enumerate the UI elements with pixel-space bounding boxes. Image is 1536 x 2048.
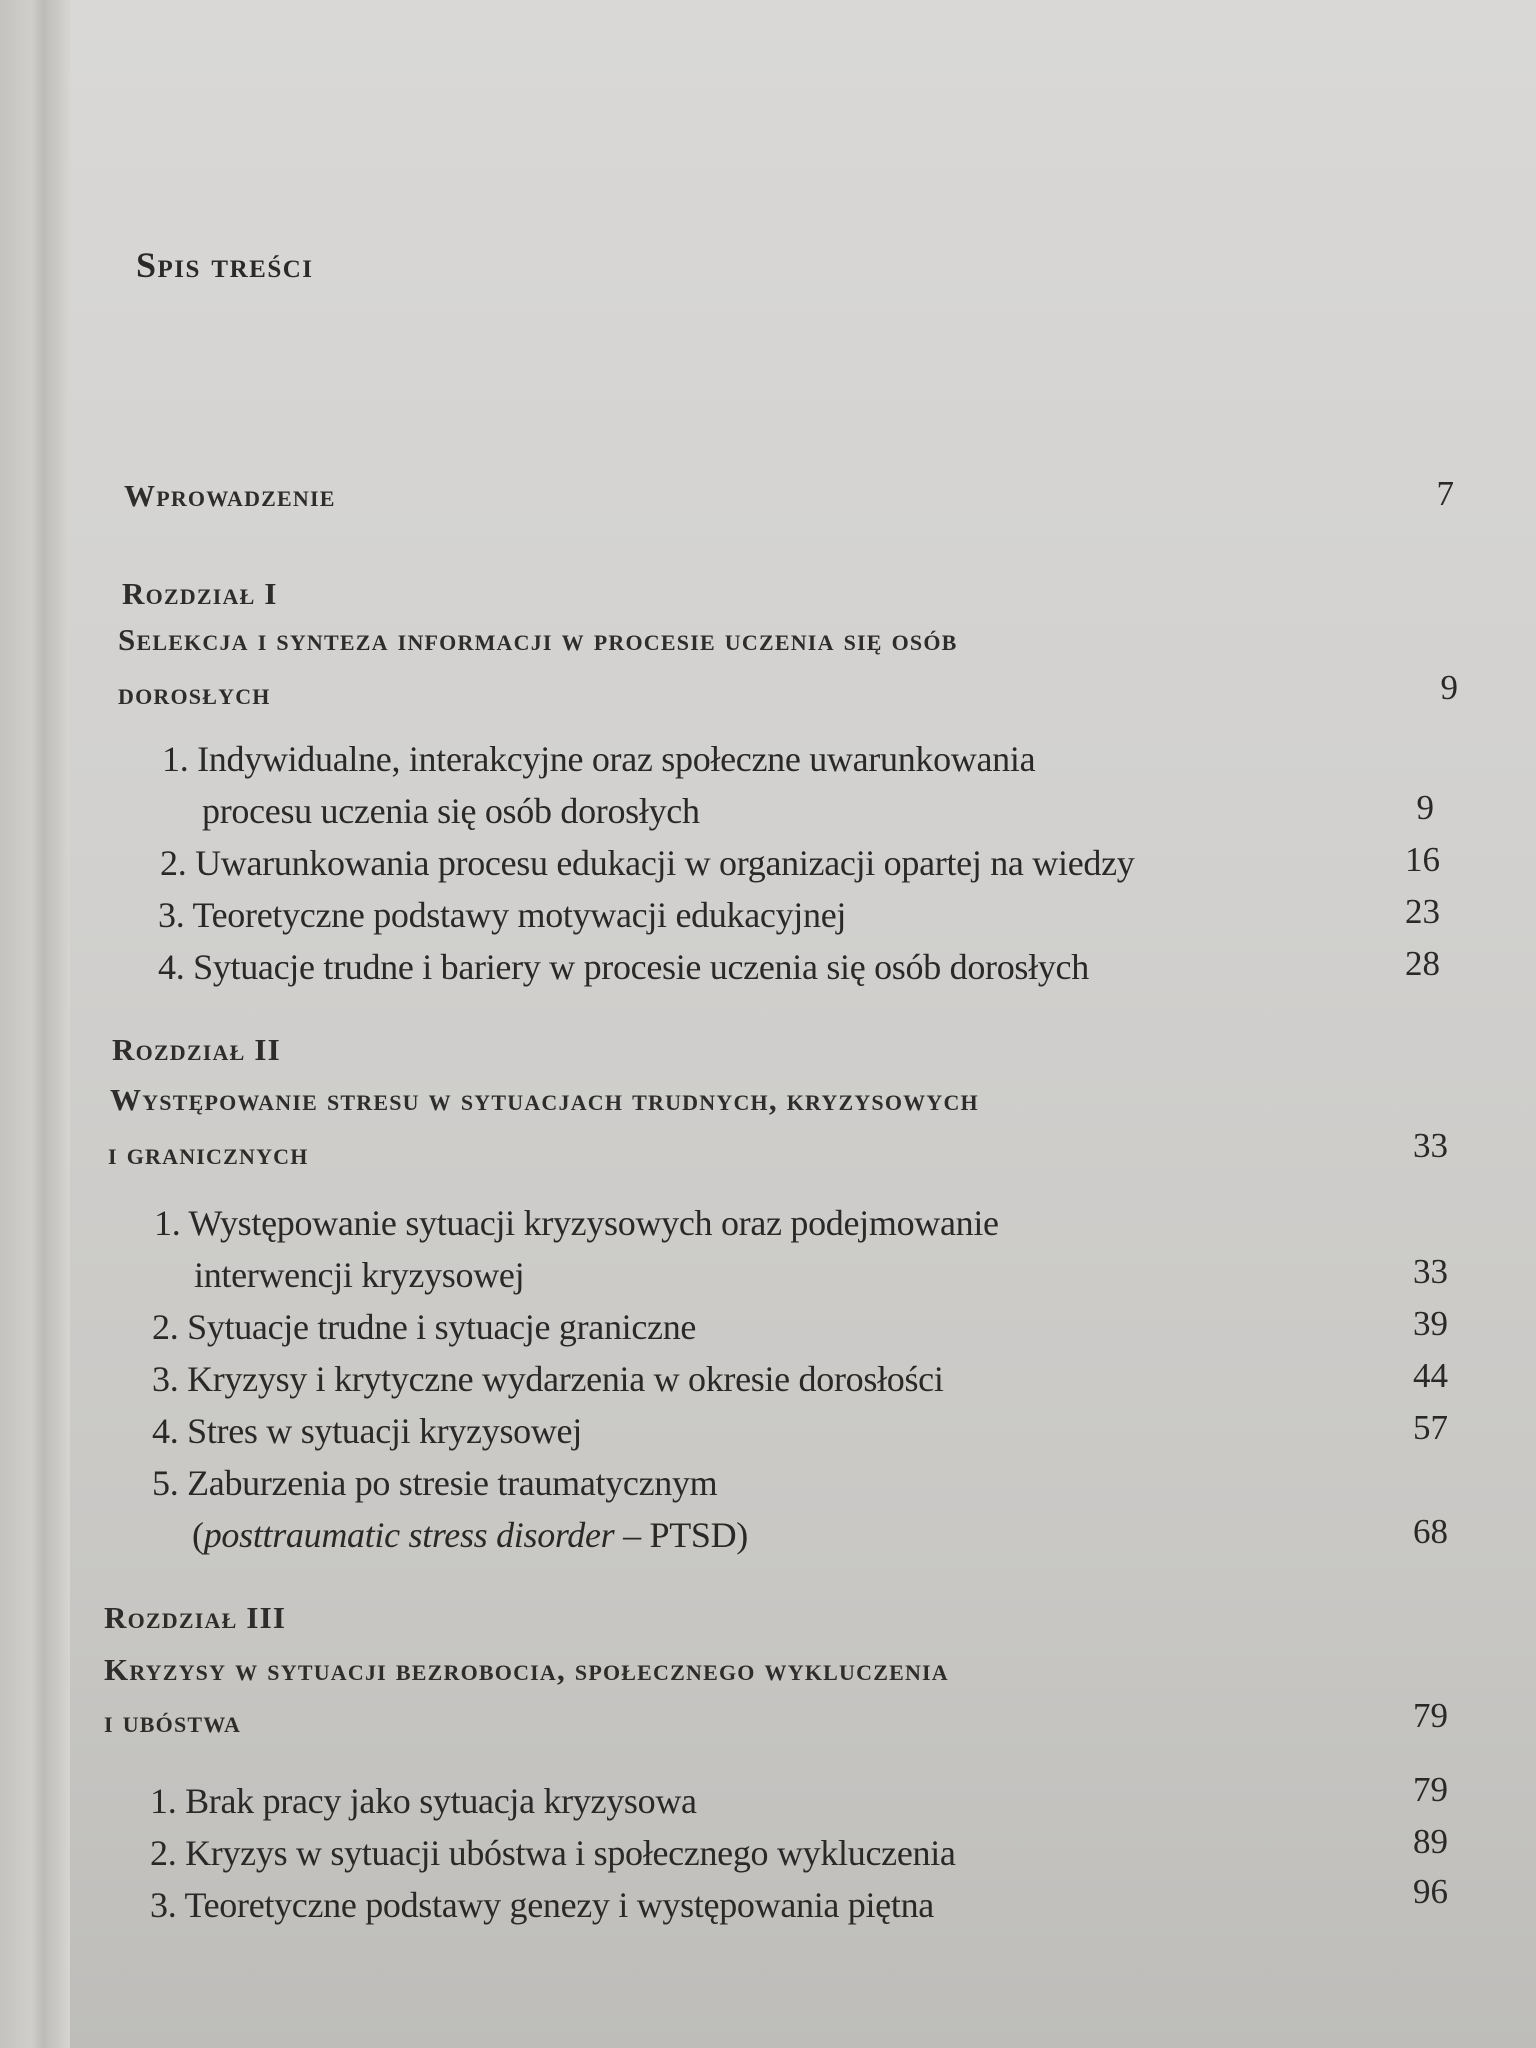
chapter-1-section-1-page: 9 [1416,788,1434,827]
chapter-2-label: Rozdział II [112,1032,281,1067]
chapter-2-title-line1: Występowanie stresu w sytuacjach trudnych, kryzysowych [110,1082,979,1117]
chapter-3-title-line1: Kryzysy w sytuacji bezrobocia, społecznego wykluczenia [104,1652,949,1687]
chapter-1-title-line2: dorosłych [118,676,271,711]
chapter-3-title-line2: i ubóstwa [104,1704,242,1739]
chapter-2-section-3-page: 44 [1413,1356,1448,1395]
chapter-2-section-2-page: 39 [1413,1304,1448,1343]
chapter-3-label: Rozdział III [104,1600,287,1635]
chapter-3-section-3-page: 96 [1413,1872,1448,1911]
chapter-1-title-line1: Selekcja i synteza informacji w procesie uczenia się osób [118,622,958,657]
toc-intro-page: 7 [1436,474,1454,513]
ptsd-english-term: posttraumatic stress disorder [203,1515,615,1555]
chapter-3-section-2-page: 89 [1413,1822,1448,1861]
ptsd-open-paren: ( [192,1515,204,1555]
chapter-3-section-1: 1. Brak pracy jako sytuacja kryzysowa [150,1781,697,1821]
chapter-1-section-2-page: 16 [1405,840,1440,879]
chapter-2-page: 33 [1413,1126,1448,1165]
chapter-2-section-2: 2. Sytuacje trudne i sytuacje graniczne [152,1307,697,1347]
chapter-2-title-line2: i granicznych [108,1136,309,1171]
ptsd-abbreviation: – PTSD) [614,1515,748,1555]
chapter-1-section-4: 4. Sytuacje trudne i bariery w procesie uczenia się osób dorosłych [158,947,1089,987]
chapter-1-section-1-line1: 1. Indywidualne, interakcyjne oraz społeczne uwarunkowania [162,739,1036,779]
chapter-3-section-2: 2. Kryzys w sytuacji ubóstwa i społecznego wykluczenia [150,1833,956,1873]
chapter-1-label: Rozdział I [122,576,278,611]
toc-intro-label: Wprowadzenie [124,478,336,513]
chapter-2-section-5-line1: 5. Zaburzenia po stresie traumatycznym [152,1463,718,1503]
chapter-1-section-3: 3. Teoretyczne podstawy motywacji edukacyjnej [158,895,847,935]
chapter-2-section-1-line1: 1. Występowanie sytuacji kryzysowych oraz podejmowanie [154,1203,999,1243]
chapter-2-section-5-page: 68 [1413,1512,1448,1551]
chapter-1-section-1-line2: procesu uczenia się osób dorosłych [202,791,700,831]
chapter-2-section-5-line2 [192,1514,748,1556]
chapter-3-page: 79 [1413,1696,1448,1735]
chapter-3-section-1-page: 79 [1413,1770,1448,1809]
chapter-2-section-3: 3. Kryzysy i krytyczne wydarzenia w okresie dorosłości [152,1359,944,1399]
chapter-1-section-2: 2. Uwarunkowania procesu edukacji w organizacji opartej na wiedzy [160,843,1135,883]
chapter-2-section-4-page: 57 [1413,1408,1448,1447]
chapter-2-section-1-line2: interwencji kryzysowej [194,1255,525,1295]
chapter-1-section-4-page: 28 [1405,944,1440,983]
chapter-2-section-1-page: 33 [1413,1252,1448,1291]
chapter-1-section-3-page: 23 [1405,892,1440,931]
chapter-2-section-4: 4. Stres w sytuacji kryzysowej [152,1411,582,1451]
chapter-3-section-3: 3. Teoretyczne podstawy genezy i występowania piętna [150,1885,934,1925]
page-title: Spis treści [136,245,314,285]
chapter-1-page: 9 [1440,668,1458,707]
